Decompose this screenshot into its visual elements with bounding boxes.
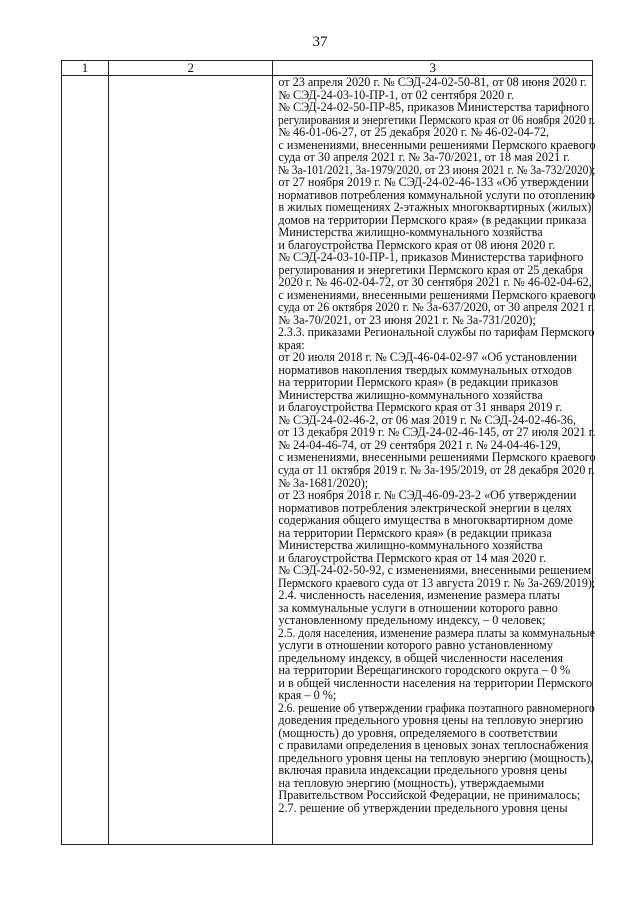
table-row	[62, 76, 593, 845]
cell-column-1	[62, 76, 109, 845]
cell-column-3	[273, 75, 596, 845]
text-line: и благоустройства Пермского края от 14 мая 2020 г.	[278, 550, 547, 565]
text-line: Пермского краевого суда от 13 августа 2019 г. № 3а-269/2019);	[278, 575, 596, 590]
text-line: № 46-01-06-27, от 25 декабря 2020 г. № 46-02-04-72,	[278, 125, 550, 140]
column-header-1: 1	[62, 61, 109, 76]
text-line: предельного уровня цены на тепловую энергию (мощность),	[278, 750, 594, 765]
text-line: 2020 г. № 46-02-04-72, от 30 сентября 2021 г. № 46-02-04-62,	[278, 275, 592, 290]
column-header-2: 2	[109, 61, 273, 76]
text-line: содержания общего имущества в многоквартирном доме	[278, 513, 573, 528]
text-line: услуги в отношении которого равно установленному	[278, 638, 553, 653]
text-line: на тепловую энергию (мощность), утверждаемыми	[278, 775, 545, 790]
text-line: и благоустройства Пермского края от 31 января 2019 г.	[278, 400, 563, 415]
page-number: 37	[312, 34, 328, 50]
text-line: предельному индексу, в общей численности населения	[278, 650, 564, 665]
text-line: Правительством Российской Федерации, не принималось;	[278, 788, 581, 803]
text-line: 2.7. решение об утверждении предельного уровня цены	[278, 800, 568, 815]
text-line: 2.6. решение об утверждении графика поэтапного равномерного	[278, 700, 596, 715]
document-table	[61, 60, 596, 845]
text-line: № 3а-101/2021, 3а-1979/2020, от 23 июня 2021 г. № 3а-732/2020);	[278, 162, 596, 177]
text-line: в жилых помещениях 2-этажных многоквартирных (жилых)	[278, 200, 592, 215]
text-line: с изменениями, внесенными решениями Пермского краевого	[278, 450, 596, 465]
text-line: края:	[278, 337, 305, 352]
column-3-text	[273, 75, 596, 815]
text-line: № 3а-70/2021, от 23 июня 2021 г. № 3а-731/2020);	[278, 312, 536, 327]
text-line: и в общей численности населения на территории Пермского	[278, 675, 593, 690]
text-line: № СЭД-24-02-46-2, от 06 мая 2019 г. № СЭД-24-02-46-36,	[278, 412, 577, 427]
text-line: и благоустройства Пермского края от 08 июня 2020 г.	[278, 237, 556, 252]
text-line: регулирования и энергетики Пермского края от 06 ноября 2020 г.	[278, 112, 596, 127]
text-line: № СЭД-24-02-50-92, с изменениями, внесенными решением	[278, 563, 592, 578]
text-line: от 20 июля 2018 г. № СЭД-46-04-02-97 «Об установлении	[278, 350, 578, 365]
text-line: № СЭД-24-03-10-ПР-1, приказов Министерства тарифного	[278, 250, 584, 265]
cell-column-2	[109, 76, 273, 845]
text-line: суда от 11 октября 2019 г. № 3а-195/2019, от 28 декабря 2020 г.	[278, 462, 596, 477]
text-line: № СЭД-24-02-50-ПР-85, приказов Министерства тарифного	[278, 100, 590, 115]
text-line: с изменениями, внесенными решениями Пермского краевого	[278, 287, 596, 302]
text-line: 2.5. доля населения, изменение размера платы за коммунальные	[278, 625, 596, 640]
text-line: домов на территории Пермского края» (в редакции приказа	[278, 212, 587, 227]
text-line: с правилами определения в ценовых зонах теплоснабжения	[278, 738, 589, 753]
table-header-row	[62, 61, 593, 76]
text-line: Министерства жилищно-коммунального хозяйства	[278, 538, 543, 553]
text-line: края – 0 %;	[278, 688, 337, 703]
column-header-3: 3	[273, 61, 593, 76]
text-line: от 23 ноября 2018 г. № СЭД-46-09-23-2 «Об утверждении	[278, 488, 577, 503]
text-line: на территории Пермского края» (в редакции приказов	[278, 375, 559, 390]
text-line: от 27 ноября 2019 г. № СЭД-24-02-46-133 «Об утверждении	[278, 175, 589, 190]
text-line: нормативов потребления электрической энергии в целях	[278, 500, 572, 515]
text-line: с изменениями, внесенными решениями Пермского краевого	[278, 137, 596, 152]
text-line: установленному предельному индексу, – 0 человек;	[278, 613, 546, 628]
text-line: на территории Пермского края» (в редакции приказа	[278, 525, 552, 540]
text-line: доведения предельного уровня цены на тепловую энергию	[278, 713, 584, 728]
text-line: нормативов потребления коммунальной услуги по отоплению	[278, 187, 596, 202]
text-line: № СЭД-24-03-10-ПР-1, от 02 сентября 2020 г.	[278, 87, 514, 102]
text-line: № 3а-1681/2020);	[278, 475, 369, 490]
text-line: 2.4. численность населения, изменение размера платы	[278, 588, 560, 603]
text-line: на территории Верещагинского городского округа – 0 %	[278, 663, 571, 678]
text-line: суда от 30 апреля 2021 г. № 3а-70/2021, от 18 мая 2021 г.	[278, 150, 570, 165]
text-line: от 13 декабря 2019 г. № СЭД-24-02-46-145, от 27 июля 2021 г.	[278, 425, 596, 440]
text-line: (мощность) до уровня, определяемого в соответствии	[278, 725, 558, 740]
text-line: Министерства жилищно-коммунального хозяйства	[278, 387, 543, 402]
text-line: за коммунальные услуги в отношении которого равно	[278, 600, 558, 615]
text-line: от 23 апреля 2020 г. № СЭД-24-02-50-81, от 08 июня 2020 г.	[278, 75, 587, 89]
text-line: № 24-04-46-74, от 29 сентября 2021 г. № 24-04-46-129,	[278, 437, 561, 452]
text-line: нормативов накопления твердых коммунальных отходов	[278, 362, 572, 377]
text-line: регулирования и энергетики Пермского края от 25 декабря	[278, 262, 584, 277]
text-line: Министерства жилищно-коммунального хозяйства	[278, 225, 543, 240]
text-line: суда от 26 октября 2020 г. № 3а-637/2020, от 30 апреля 2021 г.	[278, 300, 595, 315]
text-line: включая правила индексации предельного уровня цены	[278, 763, 568, 778]
text-line: 2.3.3. приказами Региональной службы по тарифам Пермского	[278, 325, 595, 340]
